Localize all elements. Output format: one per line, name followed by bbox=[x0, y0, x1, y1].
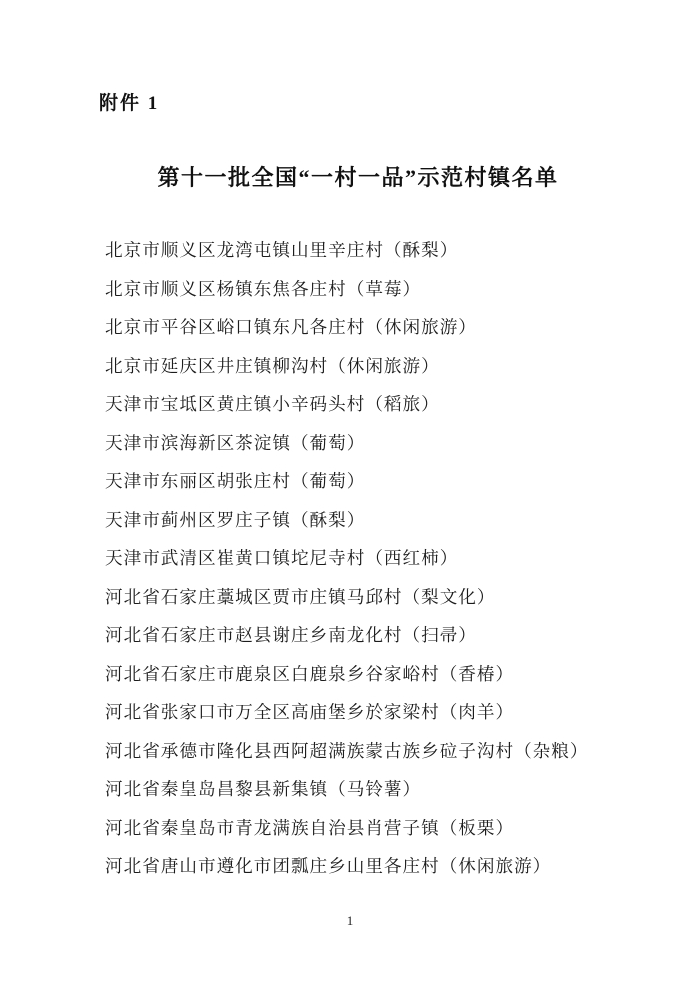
list-item: 河北省石家庄市鹿泉区白鹿泉乡谷家峪村（香椿） bbox=[105, 663, 515, 684]
list-item: 北京市延庆区井庄镇柳沟村（休闲旅游） bbox=[105, 355, 440, 376]
list-item: 天津市蓟州区罗庄子镇（酥梨） bbox=[105, 509, 366, 530]
list-item: 河北省秦皇岛市青龙满族自治县肖营子镇（板栗） bbox=[105, 817, 515, 838]
document-title: 第十一批全国“一村一品”示范村镇名单 bbox=[157, 165, 559, 190]
list-item: 河北省张家口市万全区高庙堡乡於家梁村（肉羊） bbox=[105, 702, 515, 722]
list-item: 北京市平谷区峪口镇东凡各庄村（休闲旅游） bbox=[105, 317, 477, 337]
list-item: 天津市武清区崔黄口镇坨尼寺村（西红柿） bbox=[105, 548, 459, 568]
list-item: 天津市宝坻区黄庄镇小辛码头村（稻旅） bbox=[105, 394, 440, 414]
attachment-label: 附件 1 bbox=[99, 93, 160, 114]
list-item: 天津市滨海新区茶淀镇（葡萄） bbox=[105, 432, 366, 453]
list-item: 北京市顺义区龙湾屯镇山里辛庄村（酥梨） bbox=[105, 240, 459, 260]
list-item: 河北省石家庄市赵县谢庄乡南龙化村（扫帚） bbox=[105, 625, 477, 645]
page-number: 1 bbox=[346, 913, 354, 928]
list-item: 河北省秦皇岛昌黎县新集镇（马铃薯） bbox=[105, 779, 422, 799]
village-list bbox=[105, 231, 665, 886]
list-item: 河北省承德市隆化县西阿超满族蒙古族乡砬子沟村（杂粮） bbox=[105, 740, 589, 761]
list-item: 河北省石家庄藁城区贾市庄镇马邱村（梨文化） bbox=[105, 586, 496, 607]
list-item: 北京市顺义区杨镇东焦各庄村（草莓） bbox=[105, 278, 422, 299]
list-item: 天津市东丽区胡张庄村（葡萄） bbox=[105, 471, 366, 491]
list-item: 河北省唐山市遵化市团瓢庄乡山里各庄村（休闲旅游） bbox=[105, 856, 552, 876]
